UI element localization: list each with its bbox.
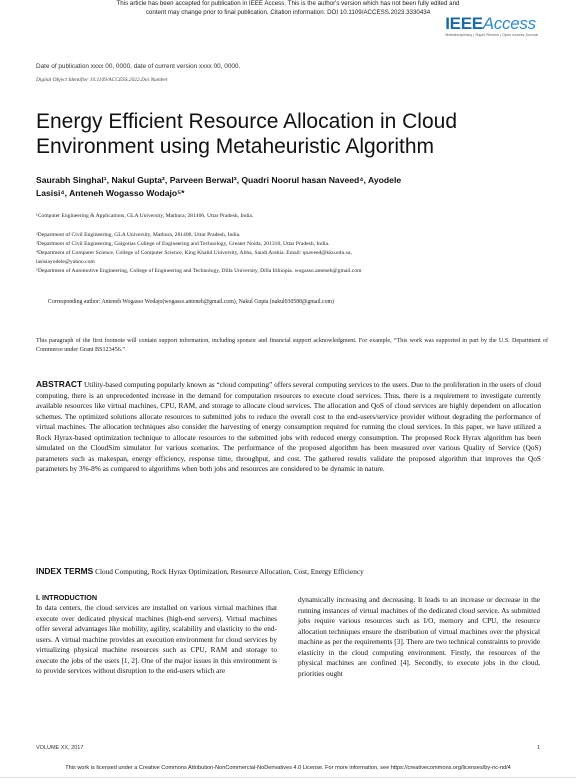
author-list — [36, 174, 536, 200]
bottom-divider — [0, 777, 576, 778]
abstract — [36, 379, 541, 475]
affiliation-4: ⁴Department of Computer Science, College of Computer Science, King Khalid University, Abha, Saudi Arabia. Email: qnaveed@kku.edu.sa, — [36, 250, 352, 256]
doi-line: Digital Object Identifier 10.1109/ACCESS.2022.Doi Number — [36, 77, 168, 83]
first-footnote: This paragraph of the first footnote will contain support information, including sponsor and financial support acknowledgment. For example, “This work was supported in part by the U.S. Department of Commerce under Grant BS123456.” — [36, 338, 548, 353]
logo-tagline: Multidisciplinary | Rapid Review | Open Access Journal — [445, 33, 538, 37]
index-terms — [36, 566, 556, 576]
title-line-1: Energy Efficient Resource Allocation in Cloud — [36, 110, 458, 133]
logo-access-text: Access — [482, 14, 536, 33]
page-number: 1 — [536, 745, 540, 751]
notice-line-2: content may change prior to final publication. Citation information: DOI 10.1109/ACCESS.2023.3330434 — [145, 9, 431, 16]
notice-line-1: This article has been accepted for publication in IEEE Access. This is the author's version which has not been fully edited and — [116, 0, 460, 7]
authors-line-2: Lasisi⁴, Anteneh Wogasso Wodajo⁵* — [36, 188, 185, 198]
affiliation-4-email: lasisiayodele@yahoo.com — [36, 259, 95, 265]
index-terms-body: Cloud Computing, Rock Hyrax Optimization, Resource Allocation, Cost, Energy Efficiency — [95, 567, 364, 576]
logo-ieee-text: IEEE — [445, 14, 483, 33]
publication-date: Date of publication xxxx 00, 0000, date of current version xxxx 00, 0000. — [36, 63, 241, 70]
abstract-heading: ABSTRACT — [36, 379, 83, 389]
corresponding-author: Corresponding author: Anteneh Wogasso Wodajo(wogasso.anteneh@gmail.com), Nakul Gupta (nakul030588@gmail.com) — [48, 299, 334, 305]
paper-title — [36, 109, 536, 159]
authors-line-1: Saurabh Singhal¹, Nakul Gupta², Parveen Berwal³, Quadri Noorul hasan Naveed⁴, Ayodele — [36, 175, 402, 185]
abstract-body: Utility-based computing popularly known as “cloud computing” offers several computing services to the users. Due to the proliferation in the users of cloud computing, there is an unprecedented increase in the demand for computation resources to execute cloud services. Thus, there is a requirement to investigate currently available resources like virtual machines, CPU, RAM, and storage to allocate cloud services. The allocation and QoS of cloud services are highly dependent on allocation schemes. The optimized solutions allocate resources to submitted jobs to reduce the overall cost to the end-users/service provider without degrading the performance of virtual machines. The allocation techniques also consider the harvesting of energy consumption required for running the cloud services. In this paper, we have utilized a Rock Hyrax-based optimization technique to allocate resources to the submitted jobs with reduced energy consumption. The proposed Rock Hyrax algorithm has been simulated on the CloudSim simulator for various scenarios. The performance of the proposed algorithm has been measured over various Quality of Service (QoS) parameters such as makespan, energy efficiency, response time, throughput, and cost. The gathered results validate the proposed algorithm that improves the QoS parameters by 3%-8% as compared to algorithms when both jobs and resources are considered to be dynamic in nature. — [36, 380, 541, 474]
intro-column-right: dynamically increasing and decreasing. It leads to an increase or decrease in the running instances of virtual machines of the dedicated cloud service. As submitted jobs require various resources such as I/O, memory and CPU, the resource allocation techniques ensure the distribution of virtual machines over the physical machine as per the requirements [3]. There are two technical constraints to provide elasticity in the cloud computing environment. Firstly, the resources of the physical machines are confined [4]. Secondly, to execute jobs in the cloud, priorities ought — [298, 595, 540, 678]
affiliation-5: ⁵Department of Automotive Engineering, College of Engineering and Technology, Dilla University, Dilla Ethiopia. wogasso.anteneh@gmail.com — [36, 268, 362, 274]
affiliation-2: ²Department of Civil Engineering, GLA University, Mathura, 281406, Uttar Pradesh, India. — [36, 232, 241, 238]
index-terms-heading: INDEX TERMS — [36, 566, 94, 576]
affiliation-1: ¹Computer Engineering & Applications, GLA University, Mathura, 281406, Uttar Pradesh, India. — [36, 213, 254, 219]
affiliation-3: ³Department of Civil Engineering, Galgotias College of Engineering and Technology, Greater Noida, 201310, Uttar Pradesh, India. — [36, 241, 330, 247]
title-line-2: Environment using Metaheuristic Algorithm — [36, 135, 435, 158]
section-heading-introduction: I. INTRODUCTION — [36, 593, 98, 602]
ieee-access-logo — [445, 14, 538, 37]
volume-label: VOLUME XX, 2017 — [36, 745, 84, 751]
intro-column-left: In data centers, the cloud services are installed on various virtual machines that execute over dedicated physical machines (high-end servers). Virtual machines offer several advantages like mobility, agility, scalability and elasticity to the end-users. A virtual machine provides an execution environment for cloud services by virtualizing physical machine resources such as CPU, RAM and storage to execute the jobs of the users [1, 2]. One of the major issues in this environment is to provide services without disruption to the end-users which are — [36, 603, 277, 676]
license-notice: This work is licensed under a Creative Commons Attribution-NonCommercial-NoDerivatives 4.0 License. For more information, see https://creativecommons.org/licenses/by-nc-nd/4 — [65, 765, 511, 771]
